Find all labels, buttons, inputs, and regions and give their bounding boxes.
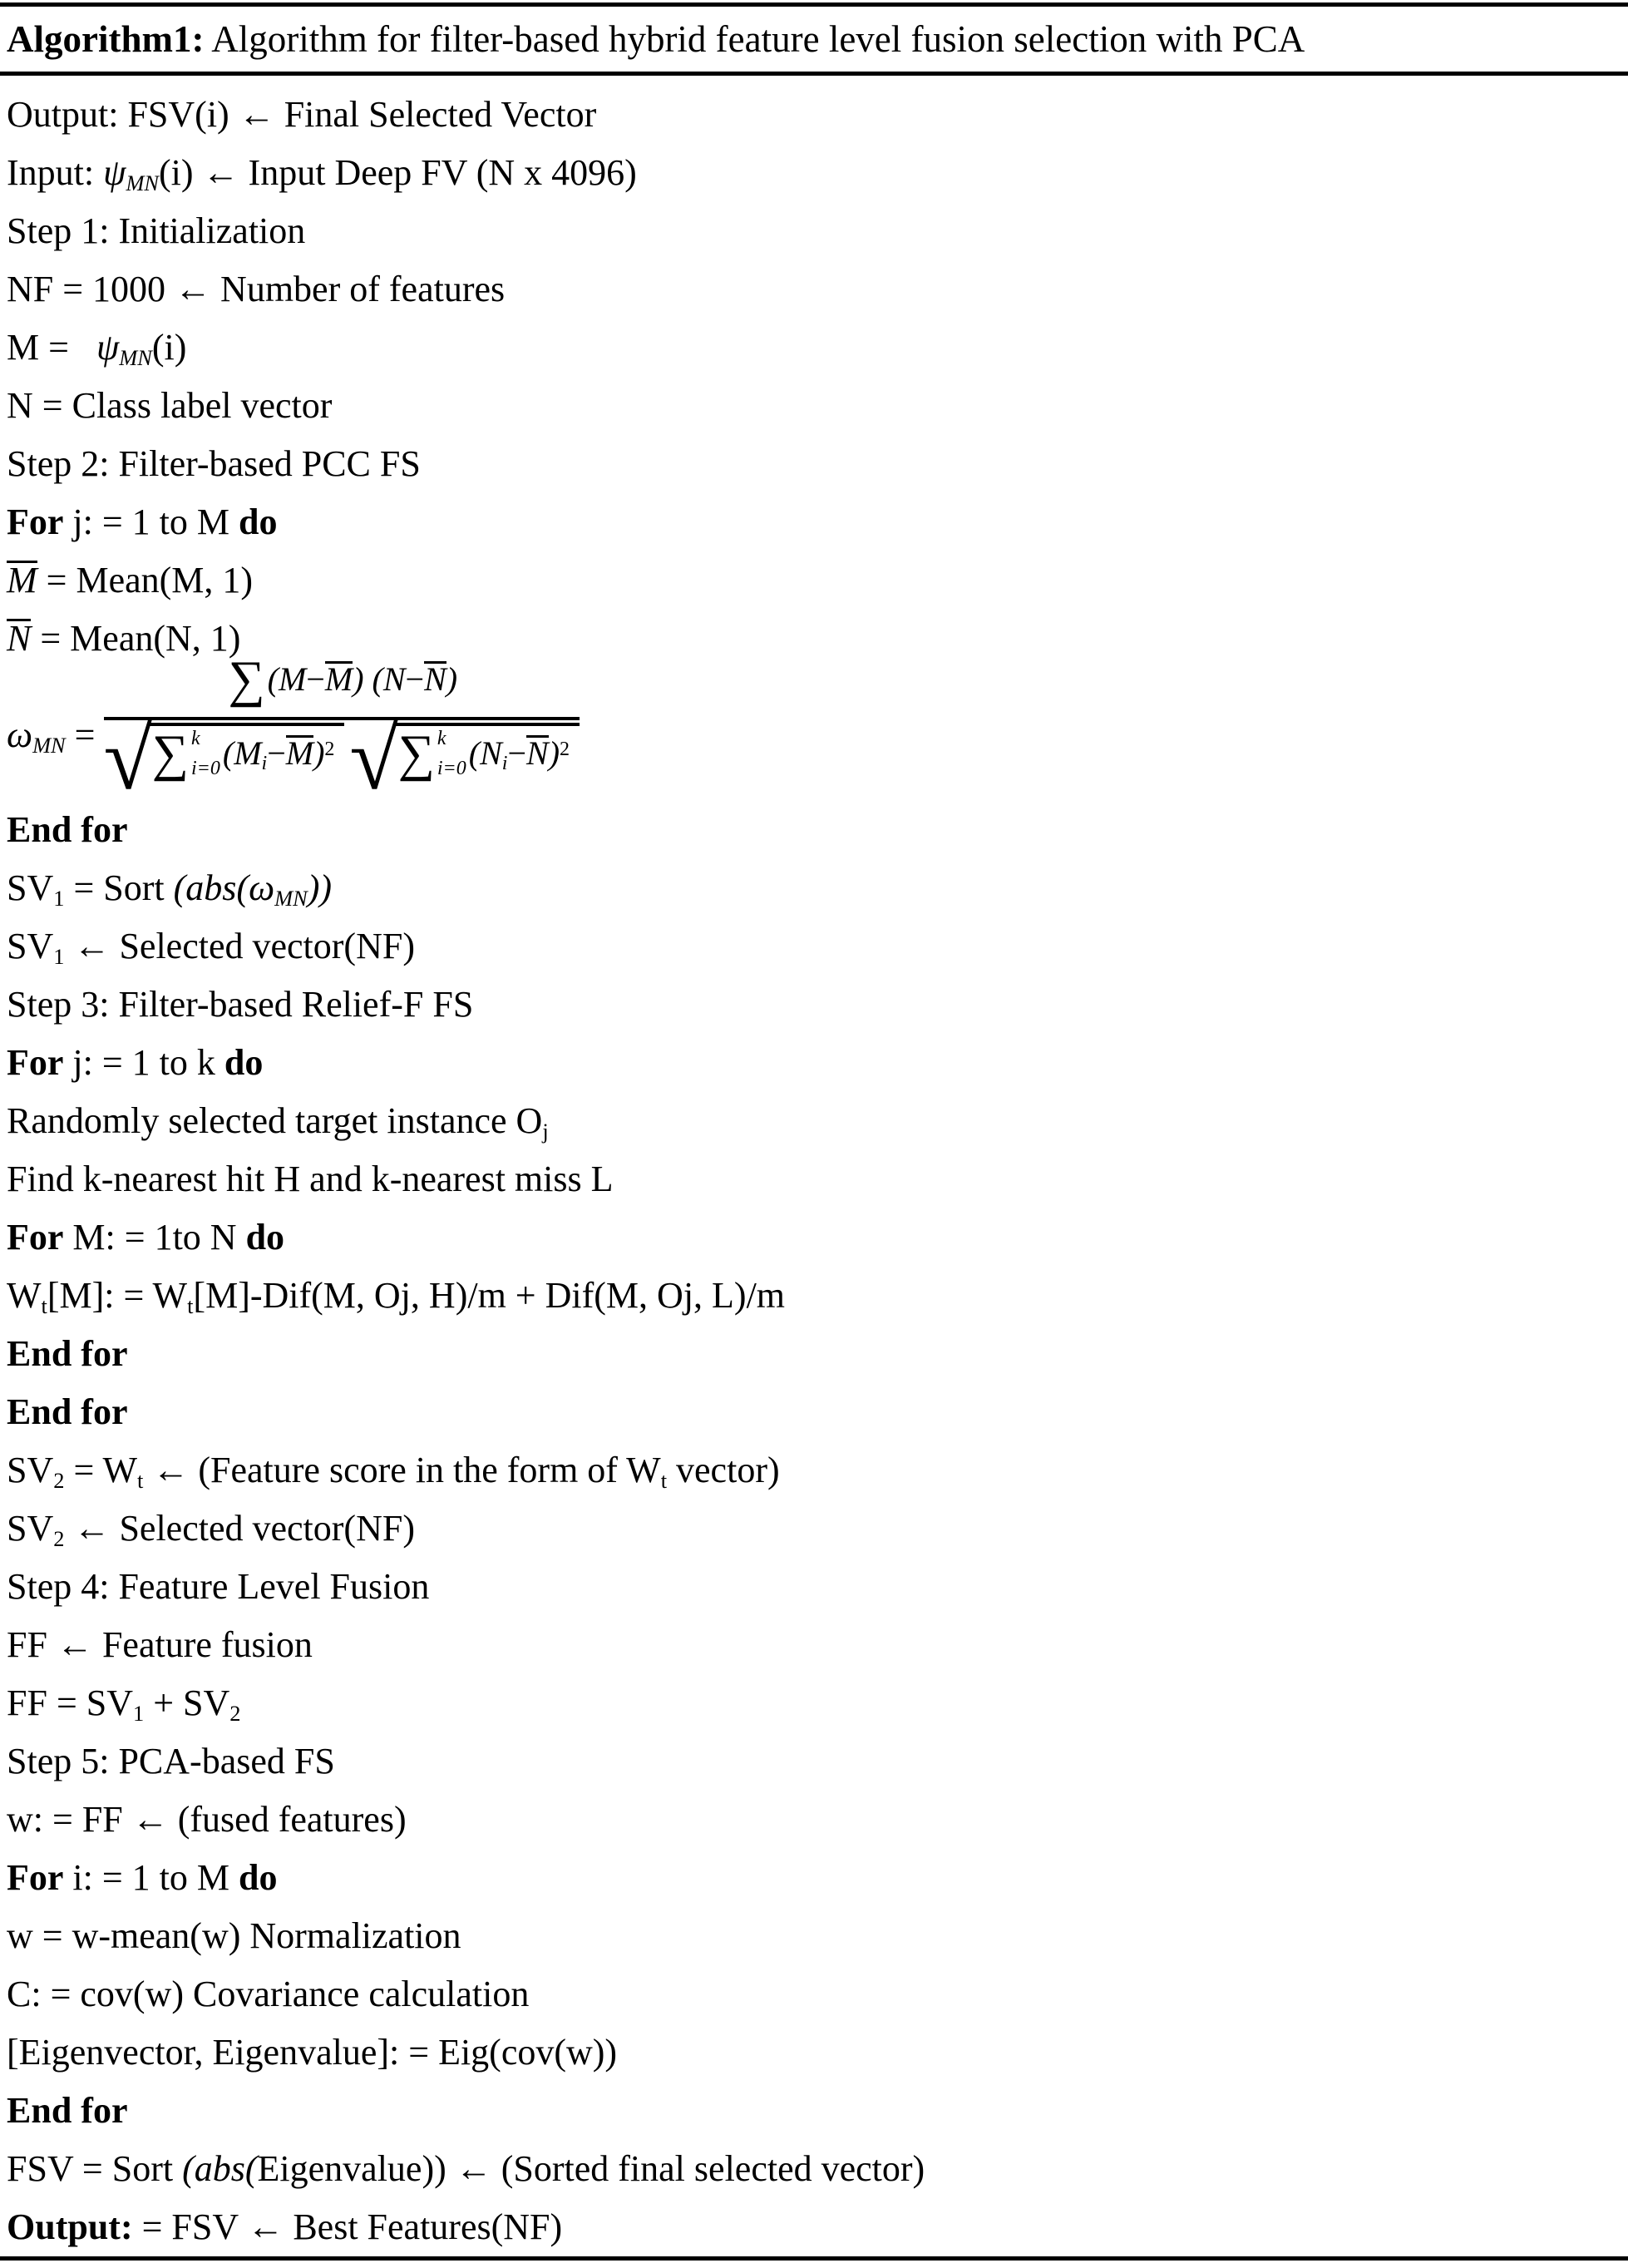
algorithm-line-29: w: = FF ← (fused features) (7, 1799, 407, 1840)
algorithm-line-26: FF ← Feature fusion (7, 1624, 313, 1665)
algorithm-line-19: For M: = 1to N do (7, 1217, 285, 1258)
algorithm-line-25: Step 4: Feature Level Fusion (7, 1566, 430, 1607)
algorithm-line-5: M = $\psi_{MN}(i)$ (7, 327, 187, 371)
algorithm-line-14: $SV_1$ ← Selected vector(NF) (7, 926, 415, 970)
algorithm-line-3: Step 1: Initialization (7, 210, 306, 251)
algorithm-title-label: Algorithm1: (7, 18, 205, 60)
algorithm-line-30: For i: = 1 to M do (7, 1857, 278, 1898)
sum-icon: ∑ k i=0 (397, 724, 466, 782)
algorithm-line-24: $SV_2$ ← Selected vector(NF) (7, 1508, 415, 1552)
radical-icon: √ (349, 709, 399, 808)
algorithm-line-16: For j: = 1 to k do (7, 1042, 264, 1083)
algorithm-body (0, 76, 1628, 2256)
algorithm-line-15: Step 3: Filter-based Relief-F FS (7, 984, 474, 1025)
sum-icon: ∑ (228, 650, 265, 708)
algorithm-line-1: Output: FSV(i) ← Final Selected Vector (7, 94, 597, 135)
algorithm-line-21: End for (7, 1333, 128, 1374)
radical-icon: √ (103, 709, 153, 808)
algorithm-line-20: $W_t[M]$: = $W_t[M]-Dif(M$, Oj, H)/m + Dif(M, Oj, L)/m (7, 1275, 786, 1319)
algorithm-line-22: End for (7, 1391, 128, 1432)
algorithm-line-7: Step 2: Filter-based PCC FS (7, 443, 421, 484)
algorithm-line-32: C: = cov(w) Covariance calculation (7, 1974, 530, 2014)
pcc-formula-line: $\omega_{MN}$ = ∑ (M−M) (N−N) √ ∑ k i=0 $(M_i-M)^2$ √ ∑ k i=0 $(N_i-N)^2$ (7, 668, 1628, 801)
algorithm-line-27: FF = $SV_1 + SV_2$ (7, 1682, 241, 1727)
algorithm-line-6: N = Class label vector (7, 385, 333, 426)
fraction-numerator: ∑ (M−M) (N−N) (104, 657, 580, 720)
algorithm-title-text: Algorithm for filter-based hybrid feature level fusion selection with PCA (204, 18, 1305, 60)
algorithm-line-34: End for (7, 2090, 128, 2131)
algorithm-line-12: End for (7, 809, 128, 850)
algorithm-line-18: Find k-nearest hit H and k-nearest miss L (7, 1159, 614, 1199)
sqrt-radical: √ ∑ k i=0 $(M_i-M)^2$ (104, 723, 345, 813)
algorithm-line-23: $SV_2 = W_t$ ← (Feature score in the form of $W_t$ vector) (7, 1450, 780, 1494)
algorithm-line-36: Output: = FSV ← Best Features(NF) (7, 2206, 563, 2247)
algorithm-line-31: w = w-mean(w) Normalization (7, 1915, 461, 1956)
algorithm-line-33: [Eigenvector, Eigenvalue]: = Eig(cov(w)) (7, 2032, 618, 2073)
algorithm-line-8: For j: = 1 to M do (7, 502, 278, 542)
algorithm-line-10: N = Mean(N, 1) (7, 618, 241, 659)
algorithm-line-17: Randomly selected target instance $O_j$ (7, 1100, 549, 1144)
algorithm-line-4: NF = 1000 ← Number of features (7, 269, 506, 309)
algorithm-title (0, 7, 1628, 72)
algorithm-line-13: $SV_1$ = Sort $(abs(\omega_{MN}))$ (7, 867, 333, 912)
bottom-rule (0, 2256, 1628, 2261)
sum-icon: ∑ k i=0 (151, 724, 220, 782)
algorithm-line-2: Input: $\psi_{MN}(i)$ ← Input Deep FV (N x 4096) (7, 152, 637, 196)
algorithm-line-28: Step 5: PCA-based FS (7, 1741, 335, 1781)
algorithm-line-35: FSV = Sort (abs(Eigenvalue)) ← (Sorted final selected vector) (7, 2148, 925, 2189)
fraction (103, 650, 580, 813)
sqrt-radical: √ ∑ k i=0 $(N_i-N)^2$ (349, 723, 580, 813)
algorithm-line-9: M = Mean(M, 1) (7, 560, 254, 600)
